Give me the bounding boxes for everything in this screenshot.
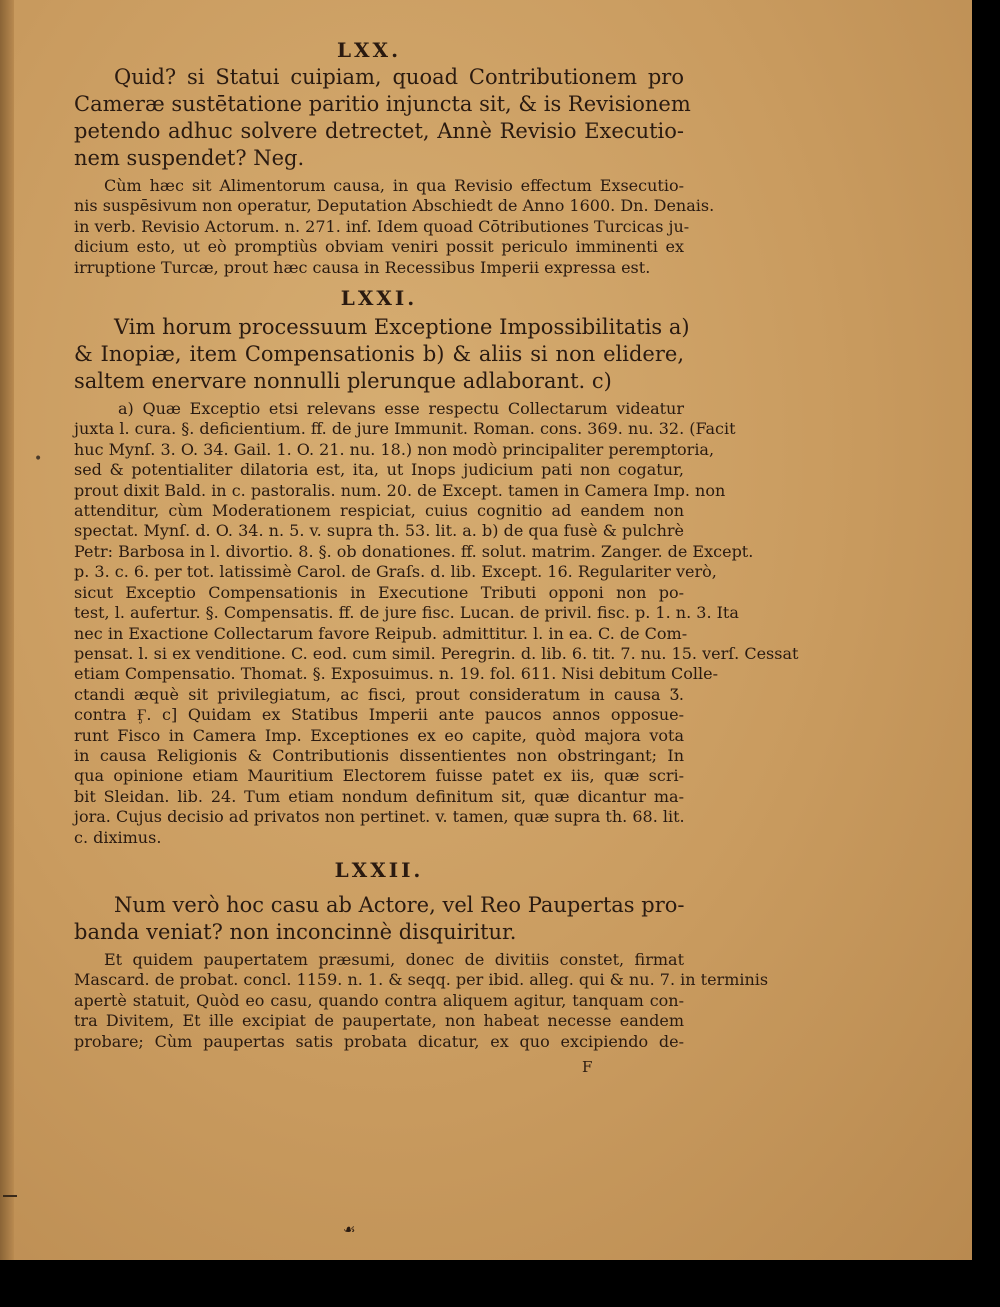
body-70 bbox=[74, 176, 715, 278]
body-72-line: Mascard. de probat. concl. 1159. n. 1. & seqq. per ibid. alleg. qui & nu. 7. in terminis bbox=[74, 970, 769, 990]
body-71-line: p. 3. c. 6. per tot. latissimè Carol. de Graſs. d. lib. Except. 16. Regulariter verò, bbox=[74, 562, 717, 582]
body-71-line: qua opinione etiam Mauritium Electorem fuisse patet ex iis, quæ scri- bbox=[74, 766, 684, 786]
body-71-line: huc Mynſ. 3. O. 34. Gail. 1. O. 21. nu. 18.) non modò principaliter peremptoria, bbox=[74, 439, 715, 459]
body-72-line: Et quidem paupertatem præsumi, donec de divitiis constet, firmat bbox=[104, 949, 684, 969]
body-71 bbox=[74, 399, 799, 848]
question-71 bbox=[74, 314, 690, 395]
question-72-line: banda veniat? non inconcinnè disquiritur. bbox=[74, 919, 517, 944]
page-fold-shadow bbox=[0, 0, 14, 1260]
body-72-line: apertè statuit, Quòd eo casu, quando contra aliquem agitur, tanquam con- bbox=[74, 990, 684, 1010]
text-column bbox=[74, 38, 799, 1052]
body-71-line: etiam Compensatio. Thomat. §. Exposuimus. n. 19. fol. 611. Nisi debitum Colle- bbox=[74, 664, 718, 684]
body-71-line: attenditur, cùm Moderationem respiciat, cuius cognitio ad eandem non bbox=[74, 501, 684, 521]
body-71-line: Petr: Barbosa in l. divortio. 8. §. ob donationes. ff. solut. matrim. Zanger. de Except. bbox=[74, 541, 754, 561]
question-71-line: & Inopiæ, item Compensationis b) & aliis si non elidere, bbox=[74, 342, 684, 367]
body-71-line: pensat. l. si ex venditione. C. eod. cum simil. Peregrin. d. lib. 6. tit. 7. nu. 15. verſ. Cessat bbox=[74, 643, 799, 663]
body-71-line: sicut Exceptio Compensationis in Executione Tributi opponi non po- bbox=[74, 582, 684, 602]
margin-mark: • bbox=[34, 451, 43, 467]
body-71-line: runt Fisco in Camera Imp. Exceptiones ex eo capite, quòd majora vota bbox=[74, 725, 684, 745]
body-70-line: nis suspēsivum non operatur, Deputation Abschiedt de Anno 1600. Dn. Denais. bbox=[74, 196, 715, 216]
body-71-line: a) Quæ Exceptio etsi relevans esse respectu Collectarum videatur bbox=[118, 399, 684, 419]
body-71-line: jora. Cujus decisio ad privatos non pertinet. v. tamen, quæ supra th. 68. lit. bbox=[74, 807, 685, 827]
body-71-line: test, l. aufertur. §. Compensatis. ff. de jure fisc. Lucan. de privil. fisc. p. 1. n. 3. Ita bbox=[74, 603, 739, 623]
body-71-line: c. diximus. bbox=[74, 827, 162, 847]
question-71-line: Vim horum processuum Exceptione Impossibilitatis a) bbox=[114, 315, 690, 340]
question-72 bbox=[74, 892, 684, 946]
body-71-line: spectat. Mynſ. d. O. 34. n. 5. v. supra th. 53. lit. a. b) de qua fusè & pulchrè bbox=[74, 521, 684, 541]
body-71-line: ctandi æquè sit privilegiatum, ac fisci, prout consideratum in causa Ӡ. bbox=[74, 684, 684, 704]
question-70-line: petendo adhuc solvere detrectet, Annè Revisio Executio- bbox=[74, 119, 684, 143]
bottom-ornament: ☙ bbox=[343, 1222, 356, 1238]
question-71-line: saltem enervare nonnulli plerunque adlaborant. c) bbox=[74, 369, 612, 394]
question-70-line: Quid? si Statui cuipiam, quoad Contributionem pro bbox=[114, 65, 684, 89]
margin-dash bbox=[3, 1195, 17, 1197]
body-70-line: irruptione Turcæ, prout hæc causa in Recessibus Imperii expressa est. bbox=[74, 257, 651, 277]
section-heading-72: LXXII. bbox=[334, 857, 424, 882]
body-70-line: in verb. Revisio Actorum. n. 271. inf. Idem quoad Cōtributiones Turcicas ju- bbox=[74, 216, 690, 236]
body-71-line: in causa Religionis & Contributionis dissentientes non obstringant; In bbox=[74, 745, 684, 765]
body-70-line: Cùm hæc sit Alimentorum causa, in qua Revisio effectum Exsecutio- bbox=[104, 176, 684, 195]
question-70 bbox=[74, 64, 691, 172]
body-71-line: contra Ӻ. c] Quidam ex Statibus Imperii ante paucos annos opposue- bbox=[74, 705, 684, 725]
body-71-line: bit Sleidan. lib. 24. Tum etiam nondum definitum sit, quæ dicantur ma- bbox=[74, 786, 684, 806]
signature-mark: F bbox=[582, 1058, 593, 1076]
body-72 bbox=[74, 949, 769, 1052]
question-72-line: Num verò hoc casu ab Actore, vel Reo Paupertas pro- bbox=[114, 892, 685, 917]
question-70-line: nem suspendet? Neg. bbox=[74, 146, 305, 170]
body-71-line: nec in Exactione Collectarum favore Reipub. admittitur. l. in ea. C. de Com- bbox=[74, 623, 688, 643]
body-71-line: prout dixit Bald. in c. pastoralis. num. 20. de Except. tamen in Camera Imp. non bbox=[74, 480, 726, 500]
question-70-line: Cameræ sustētatione paritio injuncta sit, & is Revisionem bbox=[74, 92, 691, 116]
body-72-line: probare; Cùm paupertas satis probata dicatur, ex quo excipiendo de- bbox=[74, 1031, 684, 1051]
section-heading-71: LXXI. bbox=[340, 286, 418, 311]
body-72-line: tra Divitem, Et ille excipiat de paupertate, non habeat necesse eandem bbox=[74, 1011, 684, 1031]
body-71-line: sed & potentialiter dilatoria est, ita, ut Inops judicium pati non cogatur, bbox=[74, 460, 684, 480]
section-heading-70: LXX. bbox=[336, 38, 402, 62]
body-70-line: dicium esto, ut eò promptiùs obviam veniri possit periculo imminenti ex bbox=[74, 237, 684, 257]
body-71-line: juxta l. cura. §. deficientium. ff. de jure Immunit. Roman. cons. 369. nu. 32. (Facit bbox=[74, 419, 736, 439]
